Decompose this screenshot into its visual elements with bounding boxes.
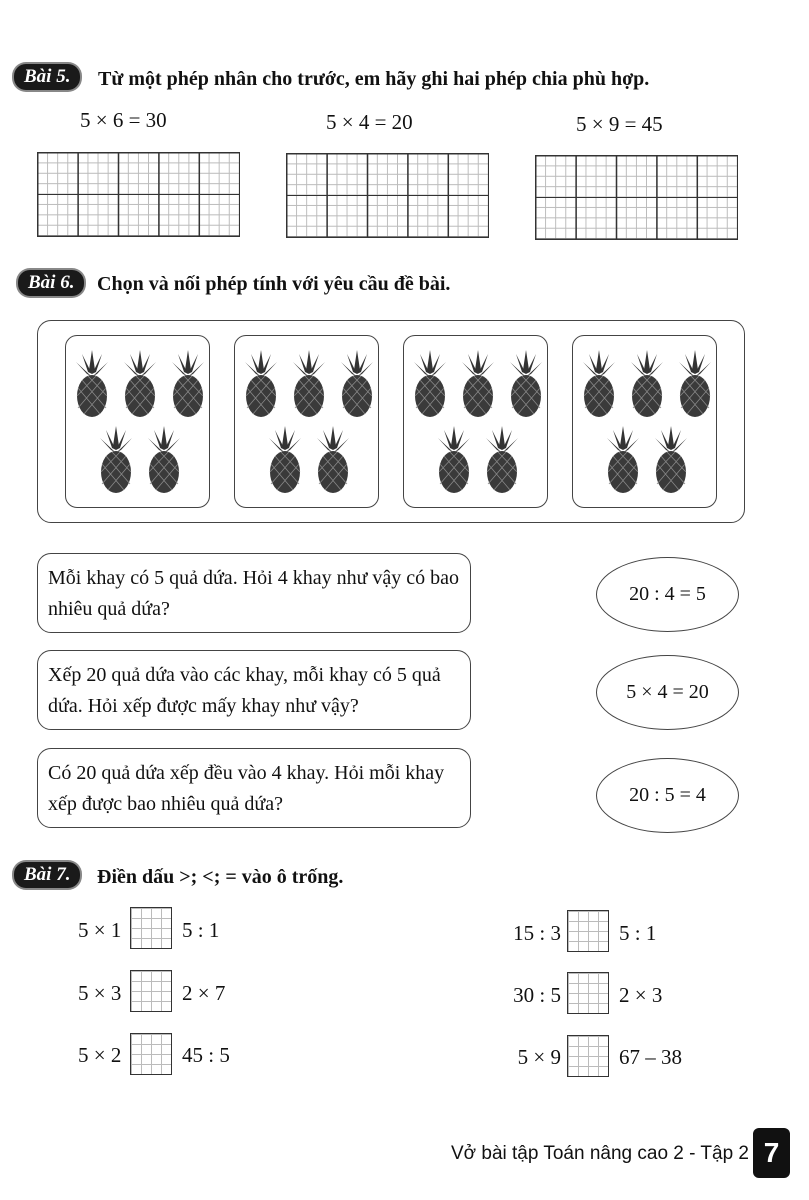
pineapple-icon (508, 348, 544, 425)
compare-left-1-a: 5 × 1 (78, 918, 122, 942)
compare-right-2-a: 30 : 5 (513, 983, 561, 1007)
answer-grid-1[interactable] (37, 152, 240, 237)
pineapple-icon (74, 348, 110, 425)
compare-left-2-a: 5 × 3 (78, 981, 122, 1005)
compare-right-3-a: 5 × 9 (517, 1045, 561, 1069)
pineapple-icon (339, 348, 375, 425)
pineapple-icon (605, 424, 641, 501)
pineapple-icon (629, 348, 665, 425)
exercise-5-title: Từ một phép nhân cho trước, em hãy ghi hai phép chia phù hợp. (98, 68, 650, 90)
exercise-6-badge: Bài 6. (18, 270, 84, 296)
answer-oval-1[interactable]: 20 : 4 = 5 (596, 557, 739, 632)
answer-oval-3[interactable]: 20 : 5 = 4 (596, 758, 739, 833)
compare-right-1-b: 5 : 1 (619, 921, 657, 945)
pineapple-icon (243, 348, 279, 425)
compare-box-left-2[interactable] (130, 970, 172, 1012)
compare-left-1-b: 5 : 1 (182, 918, 220, 942)
pineapple-icon (484, 424, 520, 501)
compare-left-2-b: 2 × 7 (182, 981, 226, 1005)
pineapple-icon (170, 348, 206, 425)
question-1[interactable]: Mỗi khay có 5 quả dứa. Hỏi 4 khay như vậy có bao nhiêu quả dứa? (37, 553, 471, 633)
page-number: 7 (753, 1128, 790, 1178)
question-3[interactable]: Có 20 quả dứa xếp đều vào 4 khay. Hỏi mỗi khay xếp được bao nhiêu quả dứa? (37, 748, 471, 828)
pineapple-icon (677, 348, 713, 425)
pineapple-icon (460, 348, 496, 425)
exercise-7-badge: Bài 7. (14, 862, 80, 888)
pineapple-tray (65, 335, 210, 508)
pineapple-icon (98, 424, 134, 501)
pineapple-icon (653, 424, 689, 501)
compare-box-right-2[interactable] (567, 972, 609, 1014)
compare-box-right-1[interactable] (567, 910, 609, 952)
pineapple-icon (146, 424, 182, 501)
question-2[interactable]: Xếp 20 quả dứa vào các khay, mỗi khay có 5 quả dứa. Hỏi xếp được mấy khay như vậy? (37, 650, 471, 730)
book-title: Vở bài tập Toán nâng cao 2 - Tập 2 (450, 1143, 749, 1164)
equation-2: 5 × 4 = 20 (326, 110, 413, 134)
pineapple-icon (412, 348, 448, 425)
exercise-5-badge: Bài 5. (14, 64, 80, 90)
pineapple-icon (267, 424, 303, 501)
exercise-6-title: Chọn và nối phép tính với yêu cầu đề bài. (97, 273, 451, 295)
pineapple-tray (234, 335, 379, 508)
compare-right-1-a: 15 : 3 (513, 921, 561, 945)
compare-left-3-a: 5 × 2 (78, 1043, 122, 1067)
pineapple-icon (436, 424, 472, 501)
answer-grid-3[interactable] (535, 155, 738, 240)
compare-box-right-3[interactable] (567, 1035, 609, 1077)
compare-box-left-1[interactable] (130, 907, 172, 949)
pineapple-icon (291, 348, 327, 425)
pineapple-icon (581, 348, 617, 425)
compare-box-left-3[interactable] (130, 1033, 172, 1075)
compare-right-2-b: 2 × 3 (619, 983, 663, 1007)
compare-right-3-b: 67 – 38 (619, 1045, 682, 1069)
equation-3: 5 × 9 = 45 (576, 112, 663, 136)
pineapple-icon (122, 348, 158, 425)
pineapple-tray (572, 335, 717, 508)
equation-1: 5 × 6 = 30 (80, 108, 167, 132)
pineapple-icon (315, 424, 351, 501)
answer-grid-2[interactable] (286, 153, 489, 238)
compare-left-3-b: 45 : 5 (182, 1043, 230, 1067)
exercise-7-title: Điền dấu >; <; = vào ô trống. (97, 866, 344, 888)
pineapple-tray (403, 335, 548, 508)
answer-oval-2[interactable]: 5 × 4 = 20 (596, 655, 739, 730)
